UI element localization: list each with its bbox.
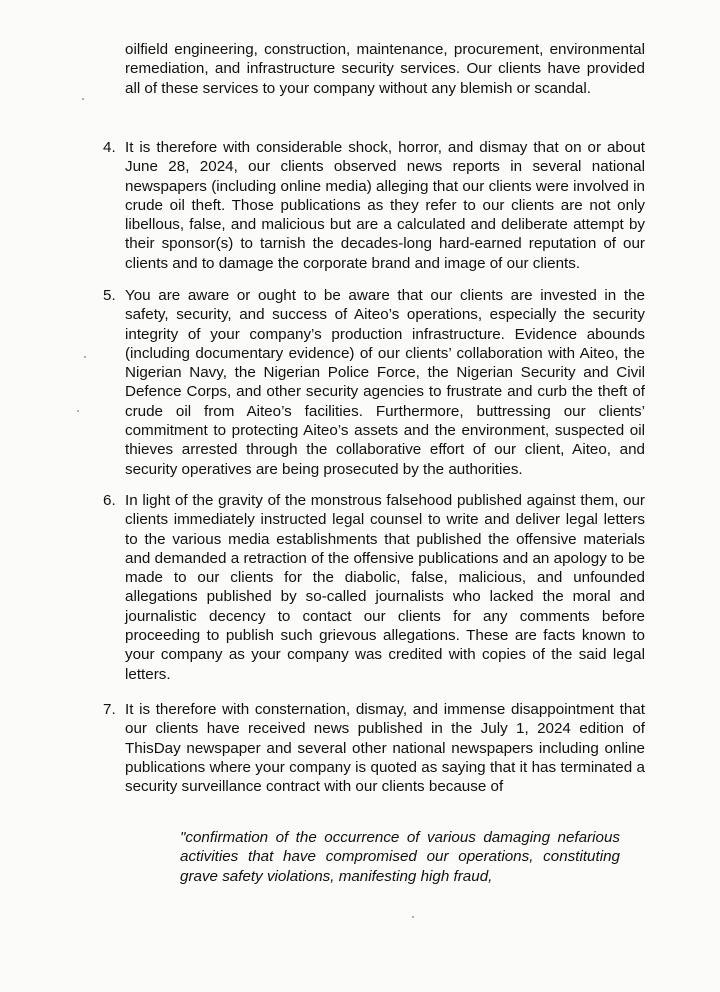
item-number-4: 4. <box>103 139 116 156</box>
scan-speck <box>77 410 79 412</box>
paragraph-7: It is therefore with consternation, dismay, and immense disappointment that our clients have received news published in the July 1, 2024 edition of ThisDay newspaper and several other national newspapers including online publications where your company is quoted as saying that it has terminated a security surveillance contract with our clients because of <box>125 701 645 796</box>
paragraph-6: In light of the gravity of the monstrous falsehood published against them, our clients immediately instructed legal counsel to write and deliver legal letters to the various media establishments that published the offensive materials and demanded a retraction of the offensive publications and an apology to be made to our clients for the diabolic, false, malicious, and unfounded allegations published by so-called journalists who lacked the moral and journalistic decency to contact our clients for any comments before proceeding to publish such grievous allegations. These are facts known to your company as your company was credited with copies of the said legal letters. <box>125 492 645 683</box>
paragraph-5: You are aware or ought to be aware that our clients are invested in the safety, security, and success of Aiteo’s operations, especially the security integrity of your company’s production infrastructure. Evidence abounds (including documentary evidence) of our clients’ collaboration with Aiteo, the Nigerian Navy, the Nigerian Police Force, the Nigerian Security and Civil Defence Corps, and other security agencies to frustrate and curb the theft of crude oil from Aiteo’s facilities. Furthermore, buttressing our clients’ commitment to protecting Aiteo’s assets and the environment, suspected oil thieves arrested through the collaborative effort of our client, Aiteo, and security operatives are being prosecuted by the authorities. <box>125 287 645 478</box>
continuation-paragraph: oilfield engineering, construction, maintenance, procurement, environmental remediation, and infrastructure security services. Our clients have provided all of these services to your company without any blemish or scandal. <box>125 41 645 97</box>
scan-speck <box>82 98 84 100</box>
paragraph-4: It is therefore with considerable shock, horror, and dismay that on or about June 28, 2024, our clients observed news reports in several national newspapers (including online media) alleging that our clients were involved in crude oil theft. Those publications as they refer to our clients are not only libellous, false, and malicious but are a calculated and deliberate attempt by their sponsor(s) to tarnish the decades-long hard-earned reputation of our clients and to damage the corporate brand and image of our clients. <box>125 139 645 272</box>
quoted-statement: "confirmation of the occurrence of various damaging nefarious activities that have compromised our operations, constituting grave safety violations, manifesting high fraud, <box>180 829 620 885</box>
scan-speck <box>412 916 414 918</box>
item-number-5: 5. <box>103 287 116 304</box>
item-number-7: 7. <box>103 701 116 718</box>
scan-speck <box>84 356 86 358</box>
item-number-6: 6. <box>103 492 116 509</box>
